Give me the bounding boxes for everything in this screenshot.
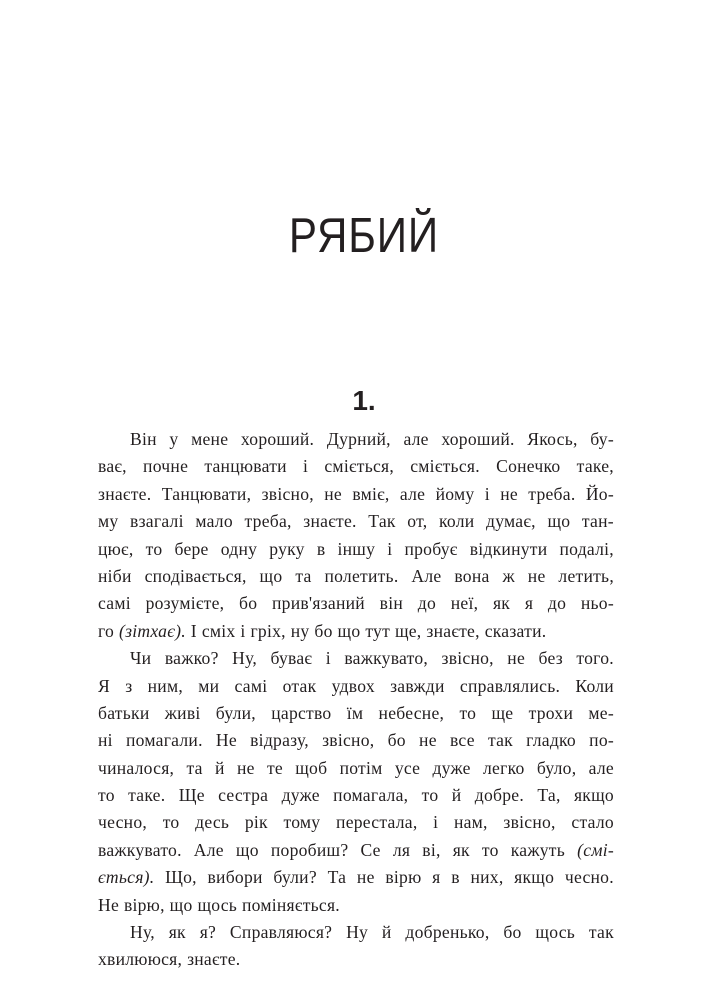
word: вірю,: [123, 894, 165, 915]
word: в: [316, 538, 326, 559]
word: як: [168, 922, 186, 943]
word: бо: [503, 922, 522, 943]
word: полетить.: [324, 565, 399, 586]
word: рік: [244, 812, 268, 833]
word: треба.: [528, 483, 576, 504]
word: бу-: [590, 429, 614, 449]
word: потім: [339, 757, 383, 778]
body-text: [98, 426, 614, 974]
text-line: [98, 837, 614, 864]
word: звісно,: [261, 483, 314, 504]
word: так: [487, 730, 513, 751]
word: Не: [215, 730, 237, 751]
word: якщо: [514, 867, 555, 888]
text-line: [98, 563, 614, 590]
word: то: [162, 812, 180, 833]
word: їм: [346, 702, 364, 723]
text-line: [98, 700, 614, 727]
word: не: [419, 730, 437, 751]
word: хороший.: [441, 429, 515, 449]
word: ні: [98, 730, 113, 751]
word: знаєте.: [303, 511, 357, 532]
word: му: [98, 511, 119, 532]
word: як: [492, 593, 511, 614]
word: Я: [98, 675, 110, 696]
word: (зітхає).: [119, 620, 186, 641]
word: і: [433, 812, 439, 833]
word: знаєте,: [426, 620, 480, 641]
word: ває,: [98, 456, 127, 477]
word: чесно,: [98, 812, 148, 833]
word: добренько,: [405, 922, 490, 943]
word: іншу: [337, 538, 376, 559]
word: не: [507, 648, 526, 669]
word: Сонечко: [496, 456, 561, 477]
word: ньо-: [580, 593, 614, 614]
word: ніби: [98, 565, 132, 586]
text-line: [98, 892, 614, 919]
word: царство: [271, 702, 332, 723]
word: йому: [435, 483, 475, 504]
word: небесне,: [378, 702, 445, 723]
word: ми: [198, 675, 220, 696]
word: Та: [327, 867, 347, 888]
word: ним,: [147, 675, 184, 696]
word: Так: [368, 511, 396, 532]
word: у: [169, 429, 179, 449]
word: треба,: [244, 511, 292, 532]
word: вона: [454, 565, 490, 586]
word: й: [381, 922, 392, 943]
word: Якось,: [527, 429, 578, 449]
word: то: [98, 785, 115, 806]
word: взагалі: [130, 511, 184, 532]
word: я: [524, 593, 534, 614]
word: він: [379, 593, 404, 614]
word: що: [547, 511, 571, 532]
word: мало: [195, 511, 233, 532]
word: Йо-: [585, 483, 614, 504]
word: поміняється.: [241, 894, 340, 915]
text-line: [98, 727, 614, 754]
word: руку: [269, 538, 305, 559]
text-line: [98, 645, 614, 672]
text-line: [98, 426, 614, 453]
word: Ну,: [130, 922, 155, 943]
word: гладко: [526, 730, 576, 751]
word: Дурний,: [326, 429, 391, 449]
word: по-: [589, 730, 614, 751]
word: таке.: [128, 785, 166, 806]
word: якщо: [573, 785, 614, 806]
word: щось: [197, 894, 238, 915]
word: без: [538, 648, 563, 669]
section-number: 1.: [352, 385, 376, 416]
word: усе: [394, 757, 421, 778]
word: коли: [439, 511, 475, 532]
word: вибори: [207, 867, 263, 888]
word: що: [259, 565, 283, 586]
word: поробиш?: [270, 839, 349, 860]
word: почне: [143, 456, 189, 477]
word: та: [295, 565, 312, 586]
word: дуже: [432, 757, 471, 778]
word: і: [240, 620, 246, 641]
word: щось: [535, 922, 576, 943]
word: чиналося,: [98, 757, 175, 778]
word: то: [421, 785, 439, 806]
word: прив'язаний: [271, 593, 365, 614]
word: і: [325, 648, 331, 669]
word: і: [303, 456, 309, 477]
word: але: [403, 429, 429, 449]
word: пробує: [404, 538, 458, 559]
word: й: [215, 757, 225, 778]
word: танцювати: [204, 456, 287, 477]
word: цює,: [98, 538, 134, 559]
word: бере: [174, 538, 209, 559]
word: то: [459, 702, 477, 723]
word: вміє,: [352, 483, 390, 504]
word: ля: [392, 839, 411, 860]
word: вірю: [385, 867, 422, 888]
word: Але: [193, 839, 224, 860]
word: батьки: [98, 702, 150, 723]
word: сміється.: [410, 456, 480, 477]
text-line: [98, 536, 614, 563]
word: ну: [290, 620, 310, 641]
word: що: [235, 839, 259, 860]
word: розумієте,: [145, 593, 225, 614]
word: самі: [234, 675, 268, 696]
word: отак: [282, 675, 317, 696]
word: Коли: [575, 675, 614, 696]
word: і: [484, 483, 490, 504]
word: них,: [470, 867, 504, 888]
word: ме-: [588, 702, 614, 723]
word: важко?: [164, 648, 219, 669]
word: відразу,: [250, 730, 309, 751]
word: помагали.: [126, 730, 203, 751]
word: я: [432, 867, 441, 888]
word: і: [387, 538, 393, 559]
word: до: [417, 593, 436, 614]
word: завжди: [390, 675, 445, 696]
text-line: [98, 481, 614, 508]
word: ще,: [394, 620, 422, 641]
word: хороший.: [240, 429, 315, 449]
word: гріх,: [250, 620, 286, 641]
text-line: [98, 618, 614, 645]
word: відкинути: [469, 538, 548, 559]
word: не: [236, 757, 255, 778]
word: трохи: [528, 702, 574, 723]
word: але: [588, 757, 614, 778]
word: все: [449, 730, 475, 751]
word: от,: [407, 511, 428, 532]
word: живі: [164, 702, 201, 723]
word: бо: [239, 593, 258, 614]
word: що: [337, 620, 361, 641]
word: не: [500, 483, 518, 504]
word: ще: [491, 702, 514, 723]
word: бо: [387, 730, 406, 751]
word: звісно,: [503, 812, 556, 833]
word: Ще: [178, 785, 205, 806]
word: мене: [191, 429, 229, 449]
word: думає,: [486, 511, 536, 532]
word: легко: [483, 757, 525, 778]
word: Ну: [346, 922, 369, 943]
word: тут: [365, 620, 391, 641]
word: добре.: [474, 785, 524, 806]
word: летить,: [558, 565, 614, 586]
word: тан-: [581, 511, 614, 532]
word: перестала,: [336, 812, 418, 833]
word: десь: [195, 812, 230, 833]
word: (смі-: [577, 839, 614, 860]
word: справлялись.: [459, 675, 561, 696]
word: тому: [283, 812, 321, 833]
word: ється).: [98, 867, 155, 888]
word: чесно.: [564, 867, 614, 888]
word: знаєте.: [187, 949, 241, 970]
word: то: [145, 538, 163, 559]
word: бо: [314, 620, 333, 641]
text-line: [98, 590, 614, 617]
text-line: [98, 864, 614, 891]
word: звісно,: [441, 648, 494, 669]
word: сміється,: [324, 456, 395, 477]
word: хвилююся,: [98, 949, 183, 970]
word: Се: [360, 839, 381, 860]
word: до: [547, 593, 567, 614]
word: важкувато.: [98, 839, 182, 860]
word: сміх: [201, 620, 236, 641]
word: в: [451, 867, 460, 888]
word: щоб: [295, 757, 328, 778]
word: дуже: [281, 785, 320, 806]
word: І: [190, 620, 197, 641]
text-line: [98, 919, 614, 946]
word: сподівається,: [144, 565, 247, 586]
word: як: [452, 839, 470, 860]
text-line: [98, 782, 614, 809]
word: ж: [502, 565, 515, 586]
word: помагала,: [333, 785, 409, 806]
word: та: [186, 757, 203, 778]
word: одну: [220, 538, 258, 559]
word: так: [588, 922, 614, 943]
word: го: [98, 620, 115, 641]
word: самі: [98, 593, 131, 614]
word: звісно,: [322, 730, 375, 751]
word: Справляюся?: [229, 922, 333, 943]
word: було,: [536, 757, 577, 778]
word: кажуть: [510, 839, 566, 860]
word: але: [399, 483, 426, 504]
word: й: [451, 785, 462, 806]
word: неї,: [450, 593, 479, 614]
text-line: [98, 508, 614, 535]
word: Танцювати,: [161, 483, 252, 504]
word: Та,: [537, 785, 561, 806]
text-line: [98, 755, 614, 782]
word: того.: [576, 648, 614, 669]
word: буває: [270, 648, 313, 669]
word: знаєте.: [98, 483, 152, 504]
text-line: [98, 673, 614, 700]
text-line: [98, 809, 614, 836]
word: то: [481, 839, 499, 860]
word: нам,: [453, 812, 488, 833]
word: сказати.: [484, 620, 547, 641]
chapter-title: РЯБИЙ: [288, 209, 440, 263]
word: не: [324, 483, 342, 504]
word: важкувато,: [344, 648, 429, 669]
word: Чи: [130, 648, 152, 669]
word: були?: [273, 867, 317, 888]
word: таке,: [576, 456, 614, 477]
word: Що,: [165, 867, 197, 888]
word: були,: [215, 702, 256, 723]
word: Ну,: [232, 648, 257, 669]
word: подалі,: [559, 538, 614, 559]
text-line: [98, 946, 614, 973]
word: Не: [98, 894, 120, 915]
word: стало: [571, 812, 614, 833]
word: я?: [199, 922, 217, 943]
word: удвох: [331, 675, 375, 696]
word: сестра: [218, 785, 269, 806]
word: ві,: [422, 839, 441, 860]
word: з: [125, 675, 133, 696]
word: не: [527, 565, 546, 586]
word: Він: [130, 429, 157, 449]
word: не: [356, 867, 375, 888]
word: те: [266, 757, 283, 778]
word: що: [169, 894, 193, 915]
word: Але: [411, 565, 442, 586]
text-line: [98, 453, 614, 480]
